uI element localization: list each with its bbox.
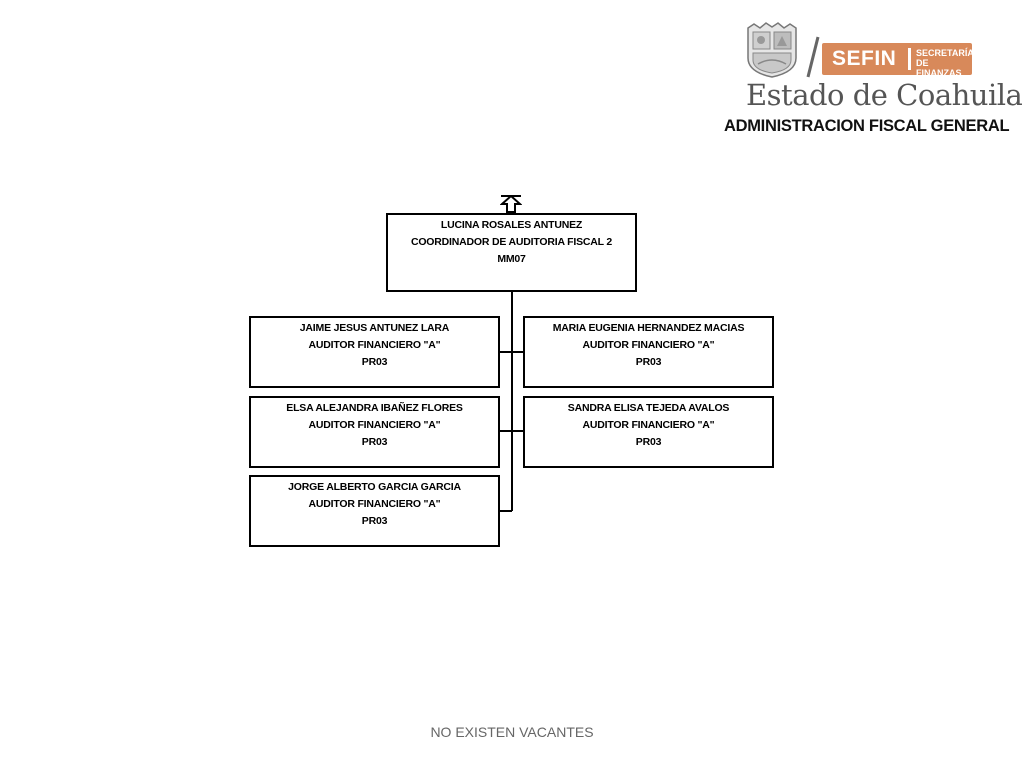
person-name: LUCINA ROSALES ANTUNEZ [440, 219, 583, 231]
position-title: AUDITOR FINANCIERO "A" [308, 419, 441, 431]
estado-title: Estado de Coahuila [746, 78, 1023, 112]
coahuila-logo [720, 18, 1023, 143]
vacancy-note: NO EXISTEN VACANTES [430, 724, 594, 740]
position-code: PR03 [635, 356, 662, 368]
connector-row1 [498, 351, 524, 353]
slash-divider-icon [806, 36, 820, 78]
connector-trunk [511, 291, 513, 511]
sefin-sub-line1: SECRETARÍA [916, 48, 974, 58]
sefin-subtitle [916, 48, 974, 78]
org-box-root[interactable] [386, 213, 637, 292]
person-name: MARIA EUGENIA HERNANDEZ MACIAS [552, 322, 745, 334]
sefin-separator [908, 48, 911, 70]
person-name: JORGE ALBERTO GARCIA GARCIA [288, 481, 461, 493]
position-code: PR03 [361, 436, 388, 448]
position-title: AUDITOR FINANCIERO "A" [582, 339, 715, 351]
person-name: SANDRA ELISA TEJEDA AVALOS [567, 402, 730, 414]
position-code: PR03 [361, 515, 388, 527]
org-box-child[interactable] [523, 316, 774, 388]
administracion-title: ADMINISTRACION FISCAL GENERAL [724, 117, 1010, 135]
person-name: ELSA ALEJANDRA IBAÑEZ FLORES [286, 402, 463, 414]
org-box-child[interactable] [523, 396, 774, 468]
position-title: COORDINADOR DE AUDITORIA FISCAL 2 [410, 236, 613, 248]
connector-row2 [498, 430, 524, 432]
sefin-sub-line2: DE FINANZAS [916, 58, 962, 78]
person-name: JAIME JESUS ANTUNEZ LARA [299, 322, 450, 334]
org-box-child[interactable] [249, 396, 500, 468]
position-title: AUDITOR FINANCIERO "A" [308, 498, 441, 510]
position-title: AUDITOR FINANCIERO "A" [582, 419, 715, 431]
position-code: PR03 [361, 356, 388, 368]
sefin-badge [822, 43, 974, 78]
position-title: AUDITOR FINANCIERO "A" [308, 339, 441, 351]
coat-of-arms-icon [744, 22, 800, 78]
org-box-child[interactable] [249, 316, 500, 388]
position-code: MM07 [497, 253, 526, 265]
position-code: PR03 [635, 436, 662, 448]
sefin-label: SEFIN [832, 47, 897, 70]
connector-row3 [498, 510, 512, 512]
org-box-child[interactable] [249, 475, 500, 547]
up-arrow-icon[interactable] [500, 195, 522, 215]
